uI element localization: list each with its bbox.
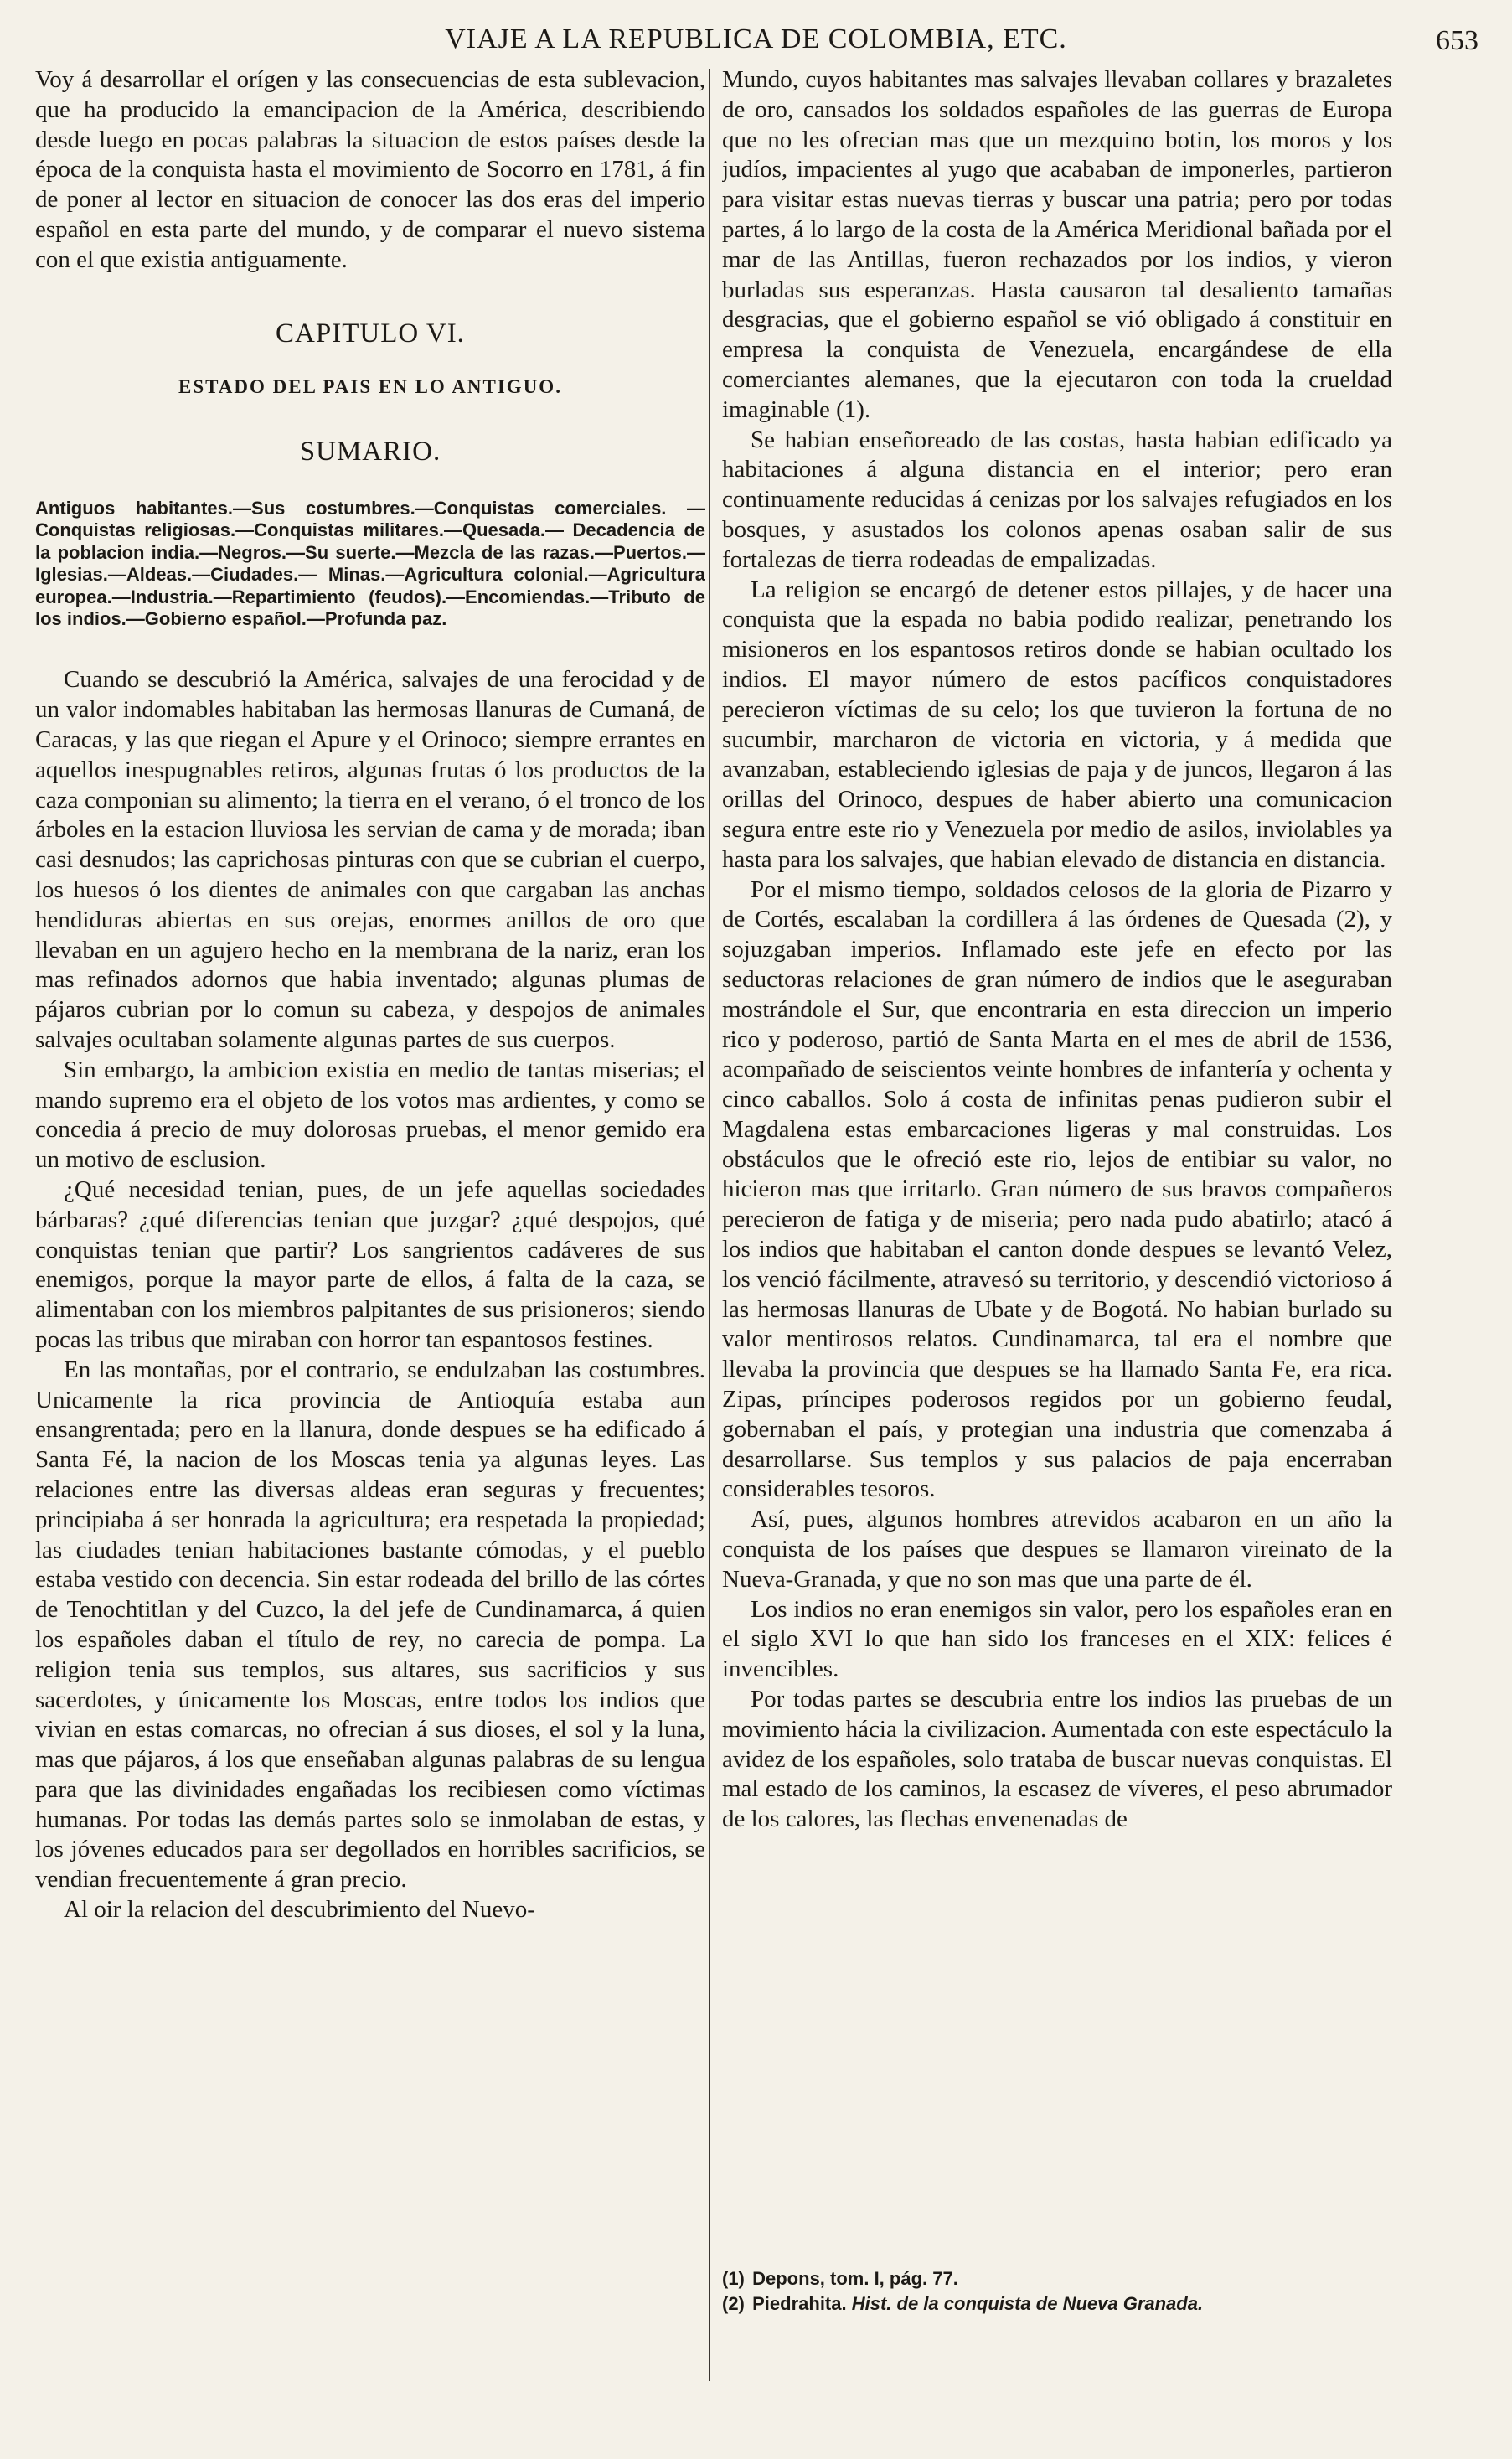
body-paragraph: Así, pues, algunos hombres atrevidos acabaron en un año la conquista de los países que despues se llamaron vireinato de la Nueva-Granada, y que no son mas que una parte de él. [722,1506,1392,1593]
page-number: 653 [1436,25,1478,56]
body-paragraph: En las montañas, por el contrario, se endulzaban las costumbres. Unicamente la rica provincia de Antioquía estaba aun ensangrentada; pero en la llanura, donde despues se ha edificado á Santa Fé, la nacion de los Moscas tenia ya algunas leyes. Las relaciones entre las diversas aldeas eran seguras y frecuentes; principiaba á ser honrada la agricultura; era respetada la propiedad; las ciudades tenian habitaciones bastante cómodas, y el pueblo estaba vestido con decencia. Sin estar rodeada del brillo de las córtes de Tenochtitlan y del Cuzco, la del jefe de Cundinamarca, á quien los españoles daban el título de rey, no carecia de pompa. La religion tenia sus templos, sus altares, sus sacrificios y sus sacerdotes, y únicamente los Moscas, entre todos los indios que vivian en estas comarcas, no ofrecian á sus dioses, el sol y la luna, mas que pájaros, á los que enseñaban algunas palabras de su lengua para que las divinidades engañadas los recibiesen como víctimas humanas. Por todas las demás partes solo se inmolaban de estas, y los jóvenes educados para ser degollados en horribles sacrificios, se vendian frecuentemente á gran precio. [35,1356,705,1893]
left-column [35,65,705,2428]
column-divider [709,69,710,2381]
footnote-marker: (2) [722,2293,745,2314]
footnote-text: Depons, tom. I, pág. 77. [752,2268,958,2289]
footnote-text: Piedrahita. [752,2293,847,2314]
footnote [722,2266,1392,2291]
footnote-title: Hist. de la conquista de Nueva Granada. [851,2293,1204,2314]
body-paragraph: Por todas partes se descubria entre los indios las pruebas de un movimiento hácia la civilizacion. Aumentada con este espectáculo la avidez de los españoles, solo trataba de buscar nuevas conquistas. El mal estado de los caminos, la escasez de víveres, el peso abrumador de los calores, las flechas envenenadas de [722,1686,1392,1833]
body-paragraph: Mundo, cuyos habitantes mas salvajes llevaban collares y brazaletes de oro, cansados los soldados españoles de las guerras de Europa que no les ofrecian mas que un mezquino botin, los moros y los judíos, impacientes al yugo que acababan de imponerles, partieron para visitar estas nuevas tierras y buscar una patria; pero por todas partes, á lo largo de la costa de la América Meridional bañada por el mar de las Antillas, fueron rechazados por los indios, y vieron burladas sus esperanzas. Hasta causaron tal desaliento tamañas desgracias, que el gobierno español se vió obligado á constituir en empresa la conquista de Venezuela, encargándese de ella comerciantes alemanes, que la ejecutaron con toda la crueldad imaginable (1). [722,66,1392,423]
body-paragraph: La religion se encargó de detener estos pillajes, y de hacer una conquista que la espada no babia podido realizar, penetrando los misioneros en los espantosos retiros donde se habian ocultado los indios. El mayor número de estos pacíficos conquistadores perecieron víctimas de su celo; los que tuvieron la fortuna de no sucumbir, marcharon de victoria en victoria, y á medida que avanzaban, estableciendo iglesias de paja y de juncos, llegaron á las orillas del Orinoco, despues de haber abierto una comunicacion segura entre este rio y Venezuela por medio de asilos, inviolables ya hasta para los salvajes, que habian elevado de distancia en distancia. [722,576,1392,873]
chapter-heading: CAPITULO VI. [276,318,465,349]
summary-heading: SUMARIO. [299,437,441,468]
body-paragraph: Se habian enseñoreado de las costas, hasta habian edificado ya habitaciones á alguna distancia en el interior; pero eran continuamente reducidas á cenizas por los salvajes refugiados en los bosques, y asustados los colonos apenas osaban salir de sus fortalezas de tierra rodeadas de empalizadas. [722,426,1392,573]
right-column [722,65,1392,2428]
body-paragraph: Sin embargo, la ambicion existia en medio de tantas miserias; el mando supremo era el objeto de los votos mas ardientes, y como se concedia á precio de muy dolorosas pruebas, el menor gemido era un motivo de esclusion. [35,1056,705,1174]
footnotes [722,2266,1392,2317]
running-title: VIAJE A LA REPUBLICA DE COLOMBIA, ETC. [445,23,1067,54]
body-paragraph: ¿Qué necesidad tenian, pues, de un jefe aquellas sociedades bárbaras? ¿qué diferencias tenian que juzgar? ¿qué despojos, qué conquistas tenian que partir? Los sangrientos cadáveres de sus enemigos, porque la mayor parte de ellos, á falta de la caza, se alimentaban con los miembros palpitantes de sus prisioneros; siendo pocas las tribus que miraban con horror tan espantosos festines. [35,1175,705,1353]
chapter-subtitle: ESTADO DEL PAIS EN LO ANTIGUO. [178,376,562,398]
page-header [34,23,1478,65]
intro-paragraph: Voy á desarrollar el orígen y las consecuencias de esta sublevacion, que ha producido la emancipacion de la América, describiendo desde luego en pocas palabras la situacion de estos países desde la época de la conquista hasta el movimiento de Socorro en 1781, á fin de poner al lector en situacion de conocer las dos eras del imperio español en esta parte del mundo, y de comparar el nuevo sistema con el que existia antiguamente. [35,66,705,273]
footnote [722,2291,1392,2317]
body-paragraph: Los indios no eran enemigos sin valor, pero los españoles eran en el siglo XVI lo que han sido los franceses en el XIX: felices é invencibles. [722,1595,1392,1683]
footnote-marker: (1) [722,2268,745,2289]
body-paragraph: Cuando se descubrió la América, salvajes de una ferocidad y de un valor indomables habitaban las hermosas llanuras de Cumaná, de Caracas, y las que riegan el Apure y el Orinoco; siempre errantes en aquellos inespugnables retiros, algunas frutas ó los productos de la caza componian su alimento; la tierra en el verano, ó el tronco de los árboles en la estacion lluviosa les servian de cama y de morada; iban casi desnudos; las caprichosas pinturas con que se cubrian el cuerpo, los huesos ó los dientes de animales con que cargaban las anchas hendiduras abiertas en sus orejas, enormes anillos de oro que llevaban en un agujero hecho en la membrana de la nariz, eran los mas refinados adornos que habia inventado; algunas plumas de pájaros cubrian por lo comun su cabeza, y despojos de animales salvajes ocultaban solamente algunas partes de sus cuerpos. [35,666,705,1053]
body-paragraph: Por el mismo tiempo, soldados celosos de la gloria de Pizarro y de Cortés, escalaban la cordillera á las órdenes de Quesada (2), y sojuzgaban imperios. Inflamado este jefe en efecto por las seductoras relaciones de gran número de indios que le aseguraban mostrándole el Sur, que encontraria en esta direccion un imperio rico y poderoso, partió de Santa Marta en el mes de abril de 1536, acompañado de seiscientos veinte hombres de infantería y ochenta y cinco caballos. Solo á costa de infinitas penas pudieron subir el Magdalena estas embarcaciones ligeras y mal construidas. Los obstáculos que le ofreció este rio, lejos de entibiar su valor, no hicieron mas que irritarlo. Gran número de sus bravos compañeros perecieron de fatiga y de miseria; pero nada pudo abatirlo; atacó á los indios que habitaban el canton donde despues se levantó Velez, los venció fácilmente, atravesó su territorio, y descendió victorioso á las hermosas llanuras de Ubate y de Bogotá. No habian burlado su valor mentirosos relatos. Cundinamarca, tal era el nombre que llevaba la provincia que despues se ha llamado Santa Fe, era rica. Zipas, príncipes poderosos regidos por un gobierno feudal, gobernaban el país, y protegian una industria que comenzaba á desarrollarse. Sus templos y sus palacios de paja encerraban considerables tesoros. [722,876,1392,1503]
summary-text: Antiguos habitantes.—Sus costumbres.—Conquistas comerciales. —Conquistas religiosas.—Conquistas militares.—Quesada.— Decadencia de la poblacion india.—Negros.—Su suerte.—Mezcla de las razas.—Puertos.—Iglesias.—Aldeas.—Ciudades.— Minas.—Agricultura colonial.—Agricultura europea.—Industria.—Repartimiento (feudos).—Encomiendas.—Tributo de los indios.—Gobierno español.—Profunda paz. [35,497,705,629]
body-paragraph: Al oir la relacion del descubrimiento del Nuevo- [64,1896,535,1924]
